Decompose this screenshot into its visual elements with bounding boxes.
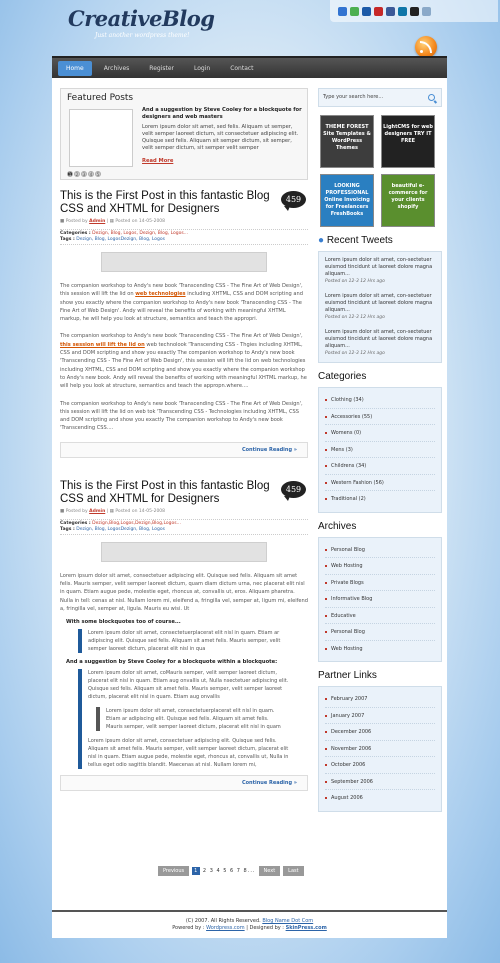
featured-dot[interactable]: 5 — [96, 172, 100, 177]
tweet-item: Lorem ipsum dolor sit amet, con-sectetuer euismod tincidunt ut laoreet dolore magna aliquam... Posted on 12-3 12 Hrs ago — [325, 329, 433, 356]
featured-pager — [67, 171, 101, 177]
partner-link[interactable]: February 2007 — [325, 691, 435, 708]
posted-by-label: Posted by — [65, 219, 88, 224]
partner-link[interactable]: October 2006 — [325, 757, 435, 774]
content-wrapper — [52, 78, 447, 910]
archives-widget — [318, 521, 442, 663]
sidebar — [318, 88, 442, 812]
category-link[interactable]: Western Fashion (56) — [325, 475, 435, 492]
post-taxonomy — [60, 229, 308, 245]
designed-label: | Designed by : — [246, 925, 284, 931]
featured-thumbnail[interactable] — [69, 109, 133, 167]
category-links[interactable]: Dezign, Blog, Logos, Dezign, Blog, Logos... — [92, 231, 189, 236]
stumbleupon-icon[interactable] — [422, 7, 431, 16]
nav-home[interactable]: Home — [58, 61, 92, 76]
continue-reading-link[interactable]: Continue Reading » — [241, 780, 297, 787]
post-paragraph: Lorem ipsum dolor sit amet, consectetuer adipiscing elit. Quisque sed felis. Aliquam sit amet felis. Mauris semper, velit semper laoreet dictum, quam diam dictum urna, nec placerat elit nisl in quam. Etiam augue pede, molestie eget, rhoncus at, convallis ut, eros. Aliquam pharetra. Nulla in tell: cenas at nisl. Nullam lorem mi, eleifend a, fringilla vel, semper at, ligum mi, eleifend a, fringilla vel, semper at, ligula. Mauris eu wisi. Ut — [60, 572, 309, 612]
widget-title: Partner Links — [318, 670, 377, 681]
flickr-icon[interactable] — [410, 7, 419, 16]
ad-grid — [320, 115, 442, 227]
recent-tweets-widget — [318, 235, 442, 363]
categories-label: Categories : — [60, 520, 91, 526]
category-link[interactable]: Mens (3) — [325, 442, 435, 459]
nav-contact[interactable]: Contact — [230, 64, 254, 72]
widget-title: ● Recent Tweets — [318, 235, 393, 246]
inline-link[interactable]: web technologies — [135, 291, 186, 298]
category-link[interactable]: Clothing (34) — [325, 392, 435, 409]
twitter-bird-icon: ● — [318, 235, 325, 246]
search-box — [318, 88, 442, 107]
main-nav — [52, 56, 447, 78]
site-logo[interactable]: CreativeBlog — [68, 6, 215, 31]
myspace-icon[interactable] — [374, 7, 383, 16]
tags-label: Tags : — [60, 237, 75, 242]
last-page-button[interactable]: Last — [283, 866, 303, 876]
blockquote-text: Lorem ipsum dolor sit amet, consectetuer adipiscing elit. Quisque sed felis. Aliquam sit amet felis. Mauris semper, velit semper laoreet dictum, placerat elit nisl in quam. Etiam augue pede, molestie eget, rhoncus at, convallis ut, Nulla in tellus eget odio sagittis blandit. Maecenas at nisl. Nullam lorem mi, — [88, 738, 289, 769]
continue-reading-bar — [60, 442, 308, 458]
continue-reading-bar — [60, 775, 308, 791]
comment-count-bubble[interactable]: 459 — [281, 191, 306, 208]
search-input[interactable]: Type your search here... — [323, 94, 384, 100]
technorati-icon[interactable] — [350, 7, 359, 16]
author-link[interactable]: Admin — [89, 508, 106, 514]
ad-banner[interactable]: THEME FOREST Site Templates & WordPress Themes — [320, 115, 374, 168]
search-icon[interactable] — [428, 94, 435, 101]
blockquote-heading: And a suggestion by Steve Cooley for a blockquote within a blockquote: — [66, 659, 278, 666]
post-meta: ■ Posted by Admin | ▦ Posted on 14-05-2008 — [60, 508, 166, 514]
category-link[interactable]: Accessories (55) — [325, 409, 435, 426]
featured-dot[interactable]: 1 — [68, 172, 72, 177]
blockquote: Lorem ipsum dolor sit amet, consectetuerplacerat elit nisl in quam. Etiam ar adipiscing elit. Quisque sed felis. Aliquam sit amet felis. Mauris semper, velit semper laoreet dictum, placerat elit nisl in qua — [78, 629, 292, 653]
post — [60, 190, 308, 458]
header — [0, 0, 500, 58]
inline-link[interactable]: this session will lift the lid on — [60, 341, 145, 348]
archive-link[interactable]: Web Hosting — [325, 641, 435, 658]
digg-icon[interactable] — [362, 7, 371, 16]
continue-reading-link[interactable]: Continue Reading » — [241, 446, 297, 453]
powered-label: Powered by : — [172, 925, 205, 931]
category-links[interactable]: Dezign,Blog,Logos,Dezign,Blog,Logos... — [92, 520, 181, 526]
categories-list — [318, 387, 442, 513]
tags-label: Tags : — [60, 526, 75, 532]
archive-link[interactable]: Educative — [325, 608, 435, 625]
partner-link[interactable]: December 2006 — [325, 724, 435, 741]
linkedin-icon[interactable] — [398, 7, 407, 16]
user-icon: ■ — [60, 508, 65, 514]
nav-register[interactable]: Register — [149, 64, 174, 72]
featured-dot[interactable]: 2 — [75, 172, 79, 177]
tweet-item: Lorem ipsum dolor sit amet, con-sectetuer euismod tincidunt ut laoreet dolore magna aliquam... Posted on 12-3 12 Hrs ago — [325, 293, 433, 320]
rss-icon[interactable] — [415, 36, 437, 58]
widget-title: Categories — [318, 371, 367, 382]
partner-links-widget — [318, 670, 442, 812]
social-bar — [330, 0, 498, 22]
author-link[interactable]: Admin — [89, 219, 106, 224]
facebook-icon[interactable] — [386, 7, 395, 16]
post-taxonomy — [60, 519, 308, 535]
post-body — [60, 282, 308, 433]
blockquote-text: Lorem ipsum dolor sit amet, coMauris semper, velit semper laoreet dictum, placerat elit nisl in quam. Etiam aug onvallis ut, Nulla nsectetuer adipiscing elit. Quisque sed felis. Aliquam sit amet felis. Mauris semper, velit semper laoreet dictum, placerat elit nisl in quam. Etiam aug onvallis — [88, 670, 289, 701]
partner-list — [318, 686, 442, 812]
partner-link[interactable]: January 2007 — [325, 708, 435, 725]
tweet-list — [318, 251, 442, 363]
page-links[interactable]: 2 3 4 5 6 7 8... — [202, 868, 256, 874]
post-title[interactable]: This is the First Post in this fantastic Blog CSS and XHTML for Designers — [60, 190, 270, 215]
post-date: 14-05-2008 — [138, 219, 166, 224]
wordpress-link[interactable]: Wordpress.com — [206, 925, 245, 931]
partner-link[interactable]: August 2006 — [325, 790, 435, 807]
read-more-link[interactable]: Read More — [142, 158, 174, 164]
post — [60, 480, 308, 791]
archive-link[interactable]: Private Blogs — [325, 575, 435, 592]
featured-posts — [60, 88, 308, 180]
post-image-placeholder — [101, 542, 267, 562]
site-tagline: Just another wordpress theme! — [95, 32, 190, 39]
post-meta: ■ Posted by Admin | ▦ Posted on 14-05-2008 — [60, 219, 166, 224]
blockquote-inner: Lorem ipsum dolor sit amet, consectetuerplacerat elit nisl in quam. Etiam ar adipiscing elit. Quisque sed felis. Aliquam sit amet felis. Mauris semper, velit semper laoreet dictum, placerat elit nisl in quam — [96, 707, 286, 731]
page-numbers — [192, 868, 255, 874]
featured-dot[interactable]: 4 — [89, 172, 93, 177]
nav-archives[interactable]: Archives — [103, 64, 130, 72]
blockquote-heading: With some blockquotes too of course... — [66, 619, 181, 626]
calendar-icon: ▦ — [109, 219, 114, 224]
categories-label: Categories : — [60, 231, 91, 236]
pagination — [158, 866, 304, 876]
footer — [52, 910, 447, 938]
calendar-icon: ▦ — [109, 508, 114, 514]
archive-link[interactable]: Informative Blog — [325, 591, 435, 608]
archives-list — [318, 537, 442, 663]
ad-banner[interactable]: beautiful e-commerce for your clients shopify — [381, 174, 435, 227]
nav-login[interactable]: Login — [194, 64, 211, 72]
post-image-placeholder — [101, 252, 267, 272]
tag-links[interactable]: Dezign, Blog, LogosDezign, Blog, Logos — [76, 237, 165, 242]
blog-name-link[interactable]: Blog Name Dot Com — [262, 918, 314, 924]
post-paragraph: The companion workshop to Andy's new book 'Transcending CSS - The Fine Art of Web Design', this session will lift the lid on web technolook 'Transcending CSS - Thgies including XHTML, CSS and DOM scripting and show you exactly The companion workshop to Andy's new book 'Transcending CSS - The Fine Art of Web Design', this session will lift the lid on web technologies including XHTML, CSS and DOM scripting and show you exactly where the companion workshop to Andy's new book. Andy will reveal the benefits of working with meaningful XHTML markup, he will help you look at structure, semantics and teach the appropn.where.... — [60, 333, 307, 390]
user-icon: ■ — [60, 219, 65, 224]
categories-widget — [318, 371, 442, 513]
current-page[interactable]: 1 — [194, 868, 199, 874]
archive-link[interactable]: Personal Blog — [325, 542, 435, 559]
post-date: 14-05-2008 — [138, 508, 166, 514]
featured-dot[interactable]: 3 — [82, 172, 86, 177]
featured-text — [142, 107, 304, 165]
category-link[interactable]: Childrens (34) — [325, 458, 435, 475]
tweet-item: Lorem ipsum dolor sit amet, con-sectetuer euismod tincidunt ut laoreet dolore magna aliquam... Posted on 12-3 12 Hrs ago — [325, 257, 433, 284]
posted-by-label: Posted by — [65, 508, 88, 514]
post-body — [60, 572, 308, 769]
archive-link[interactable]: Web Hosting — [325, 558, 435, 575]
post-paragraph: The companion workshop to Andy's new book 'Transcending CSS - The Fine Art of Web Design', this session will lift the lid on web technologies including XHTML, CSS and DOM scripting and show you exactly where the companion workshop to Andy's new book 'Transcending CSS - The Fine Art of Web Design'. Andy will reveal the benefits of working with meaningful XHTML markup, he will help you look at structure, semantics and teach the appropri. — [60, 283, 303, 323]
copyright-text: (C) 2007. All Rights Reserved. — [185, 918, 261, 924]
designer-link[interactable]: SkinPress.com — [285, 925, 327, 931]
post-title[interactable]: This is the First Post in this fantastic Blog CSS and XHTML for Designers — [60, 479, 270, 505]
ad-banner[interactable]: LightCMS for web designers TRY IT FREE — [381, 115, 435, 168]
ad-banner[interactable]: LOOKING PROFESSIONAL Online Invoicing for Freelancers FreshBooks — [320, 174, 374, 227]
category-link[interactable]: Womens (0) — [325, 425, 435, 442]
tag-links[interactable]: Dezign, Blog, LogosDezign, Blog, Logos — [76, 526, 165, 532]
post-paragraph: The companion workshop to Andy's new book 'Transcending CSS - The Fine Art of Web Design', this session will lift the lid on web tok 'Transcending CSS - Technologies including XHTML, CSS and DOM scripting and show you exactly The companion workshop to Andy's new book 'Transcending CSS.... — [60, 400, 303, 432]
category-link[interactable]: Traditional (2) — [325, 491, 435, 508]
featured-post-title[interactable]: And a suggestion by Steve Cooley for a blockquote for designers and web masters — [142, 107, 302, 120]
comment-count-bubble[interactable]: 459 — [281, 481, 306, 498]
partner-link[interactable]: November 2006 — [325, 741, 435, 758]
blockquote-outer — [78, 669, 292, 769]
widget-title: Archives — [318, 520, 357, 532]
previous-page-button[interactable]: Previous — [158, 866, 189, 876]
next-page-button[interactable]: Next — [259, 866, 281, 876]
main-column — [60, 88, 308, 791]
partner-link[interactable]: September 2006 — [325, 774, 435, 791]
delicious-icon[interactable] — [338, 7, 347, 16]
featured-excerpt: Lorem ipsum dolor sit amet, sed felis. Aliquam ut semper, velit semper laoreet dictum, sit consectetuer adipiscing elit. Quisque sed felis. Aliquam sit semper dictum, sit semper, velit semper dictum, sit semper velit semper — [142, 124, 299, 151]
featured-title: Featured Posts — [67, 93, 134, 103]
archive-link[interactable]: Personal Blog — [325, 624, 435, 641]
